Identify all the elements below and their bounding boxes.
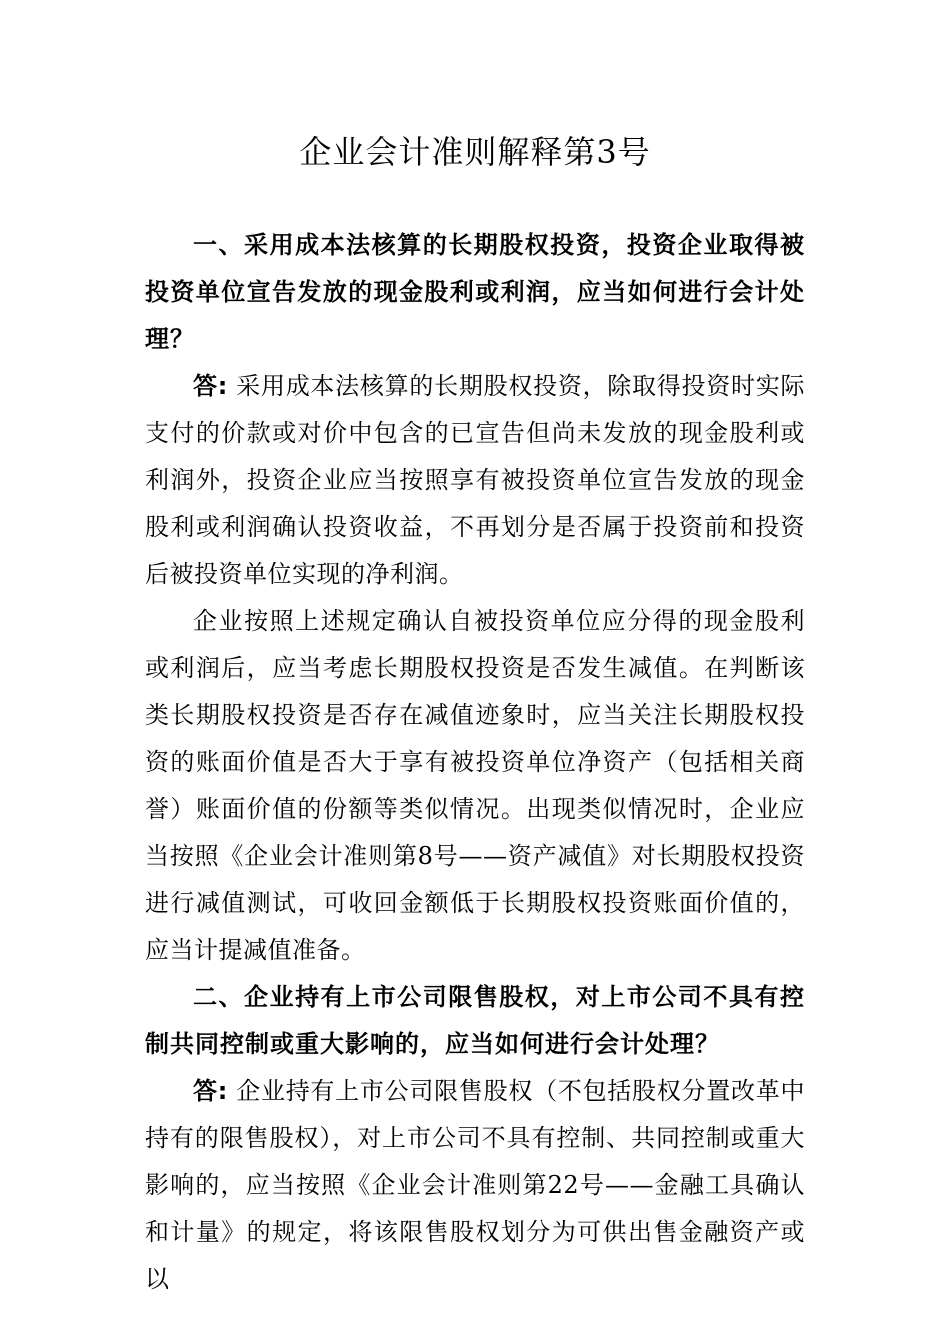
document-title: 企业会计准则解释第3号 [299,133,651,171]
answer-label: 答: [193,372,228,400]
section-2-answer [145,1068,805,1303]
section-1-answer [145,363,805,598]
section-2-answer-text: 企业持有上市公司限售股权（不包括股权分置改革中持有的限售股权），对上市公司不具有控制、共同控制或重大影响的，应当按照《企业会计准则第22号——金融工具确认和计量》的规定，将该限售股权划分为可供出售金融资产或以 [145,1077,805,1293]
answer-label: 答: [193,1077,228,1105]
section-2-question: 二、企业持有上市公司限售股权，对上市公司不具有控制共同控制或重大影响的，应当如何进行会计处理？ [145,983,805,1058]
section-1-question: 一、采用成本法核算的长期股权投资，投资企业取得被投资单位宣告发放的现金股利或利润，应当如何进行会计处理？ [145,231,805,353]
document-body [145,222,805,1303]
section-1-paragraph: 企业按照上述规定确认自被投资单位应分得的现金股利或利润后，应当考虑长期股权投资是否发生减值。在判断该类长期股权投资是否存在减值迹象时，应当关注长期股权投资的账面价值是否大于享有被投资单位净资产（包括相关商誉）账面价值的份额等类似情况。出现类似情况时，企业应当按照《企业会计准则第8号——资产减值》对长期股权投资进行减值测试，可收回金额低于长期股权投资账面价值的，应当计提减值准备。 [145,607,805,964]
section-1-answer-text: 采用成本法核算的长期股权投资，除取得投资时实际支付的价款或对价中包含的已宣告但尚未发放的现金股利或利润外，投资企业应当按照享有被投资单位宣告发放的现金股利或利润确认投资收益，不再划分是否属于投资前和投资后被投资单位实现的净利润。 [145,372,805,588]
